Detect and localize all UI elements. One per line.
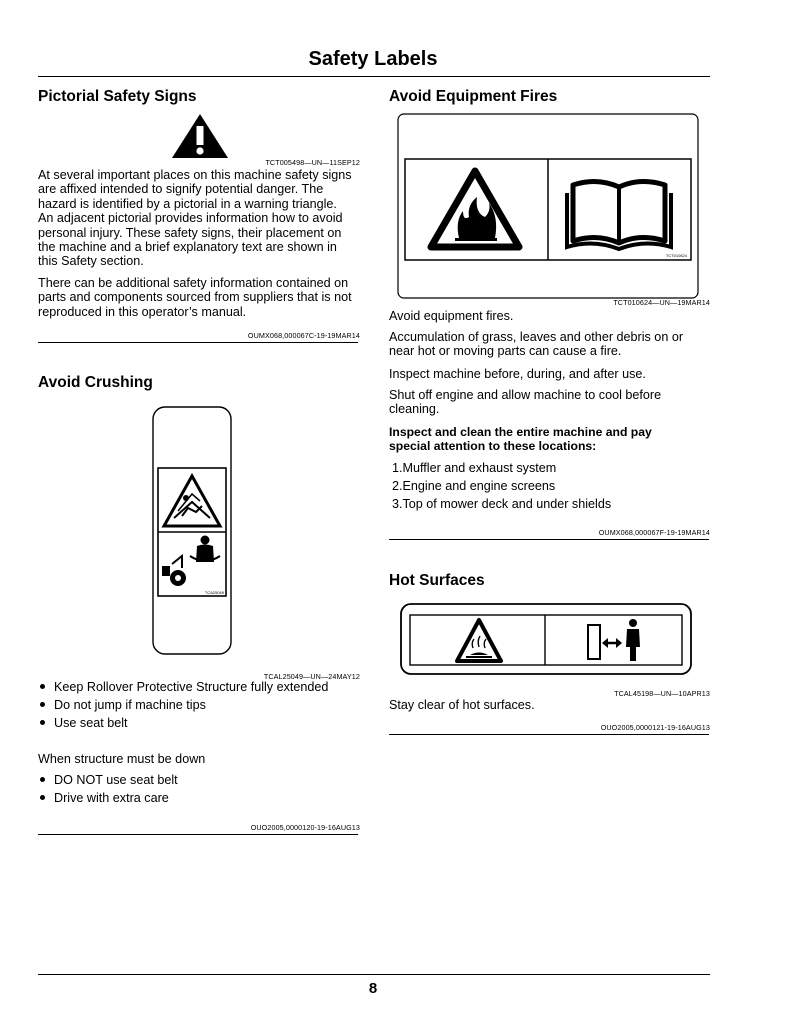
crushing-bullet-list [40,678,328,732]
bullet-icon [40,684,45,689]
pictorial-paragraph-1 [38,168,368,269]
text-line: At several important places on this machine safety signs [38,168,352,182]
hot-paragraph-1: Stay clear of hot surfaces. [389,698,535,712]
figure-id: TCT010624—UN—19MAR14 [613,298,710,307]
reference-code: OUO2005,0000120-19-16AUG13 [250,823,360,832]
text-line: cleaning. [389,402,440,417]
figure-id: TCAL45198—UN—10APR13 [614,689,710,698]
section-rule [389,539,709,540]
text-line: reproduced in this operator’s manual. [38,304,247,319]
text-line: personal injury. These safety signs, their placement on [38,225,342,240]
text-line: are affixed intended to signify potential danger. The [38,182,324,197]
section-rule [38,834,358,835]
warning-triangle-icon [170,112,230,160]
bullet-icon [40,777,45,782]
fires-paragraph-4 [389,388,661,417]
section-rule [38,342,358,343]
text-line: the machine and a brief explanatory text are shown in [38,240,337,255]
crushing-bullet-list-2 [40,771,178,807]
crushing-intro: When structure must be down [38,752,206,766]
svg-text:TCT010624: TCT010624 [665,253,687,258]
page-number: 8 [368,980,378,997]
section-heading-pictorial: Pictorial Safety Signs [38,88,197,105]
text-line: special attention to these locations: [389,439,597,454]
svg-text:TCA25049: TCA25049 [204,590,224,595]
text-line: Shut off engine and allow machine to cool before [389,388,662,402]
footer-rule [38,974,710,975]
text-line: hazard is identified by a pictorial in a warning triangle. [38,196,337,211]
list-item: 3.Top of mower deck and under shields [392,497,612,511]
text-line: There can be additional safety information contained on [38,276,349,290]
text-line: An adjacent pictorial provides information how to avoid [38,211,343,226]
section-rule [389,734,709,735]
figure-id: TCAL25049—UN—24MAY12 [263,672,360,681]
bullet-icon [40,702,45,707]
bullet-icon [40,795,45,800]
page-title: Safety Labels [308,48,438,70]
list-item [40,771,178,789]
list-item [40,789,178,807]
list-item-text: DO NOT use seat belt [54,773,178,787]
pictorial-paragraph-2 [38,276,368,319]
list-item-text: Use seat belt [54,716,128,730]
fire-safety-decal [397,113,699,299]
figure-id: TCT005498—UN—11SEP12 [265,158,360,167]
fires-paragraph-1: Avoid equipment fires. [389,309,514,323]
list-item-text: Drive with extra care [54,791,169,805]
reference-code: OUMX068,000067C-19-19MAR14 [247,331,360,340]
hot-surface-decal [400,603,692,675]
fires-paragraph-2 [389,330,683,359]
section-heading-crushing: Avoid Crushing [38,374,153,391]
list-item [40,678,328,696]
list-item: 2.Engine and engine screens [392,479,556,493]
text-line: parts and components sourced from suppliers that is not [38,290,352,305]
fires-paragraph-3: Inspect machine before, during, and after use. [389,367,646,381]
fires-bold-paragraph [389,425,652,454]
section-heading-hot-surfaces: Hot Surfaces [389,572,485,589]
list-item-text: Do not jump if machine tips [54,698,206,712]
text-line: this Safety section. [38,254,144,269]
section-heading-fires: Avoid Equipment Fires [389,88,558,105]
text-line: Accumulation of grass, leaves and other debris on or [389,330,684,344]
list-item: 1.Muffler and exhaust system [392,461,557,475]
bullet-icon [40,720,45,725]
list-item [40,714,328,732]
text-line: near hot or moving parts can cause a fire. [389,344,622,359]
manual-book-icon [567,181,671,249]
fires-numbered-list [392,459,611,513]
reference-code: OUMX068,000067F-19-19MAR14 [598,528,710,537]
text-line: Inspect and clean the entire machine and pay [389,425,652,439]
list-item-text: Keep Rollover Protective Structure fully extended [54,680,329,694]
reference-code: OUO2005,0000121-19-16AUG13 [600,723,710,732]
title-rule [38,76,710,77]
list-item [40,696,328,714]
crush-safety-decal [152,406,232,656]
